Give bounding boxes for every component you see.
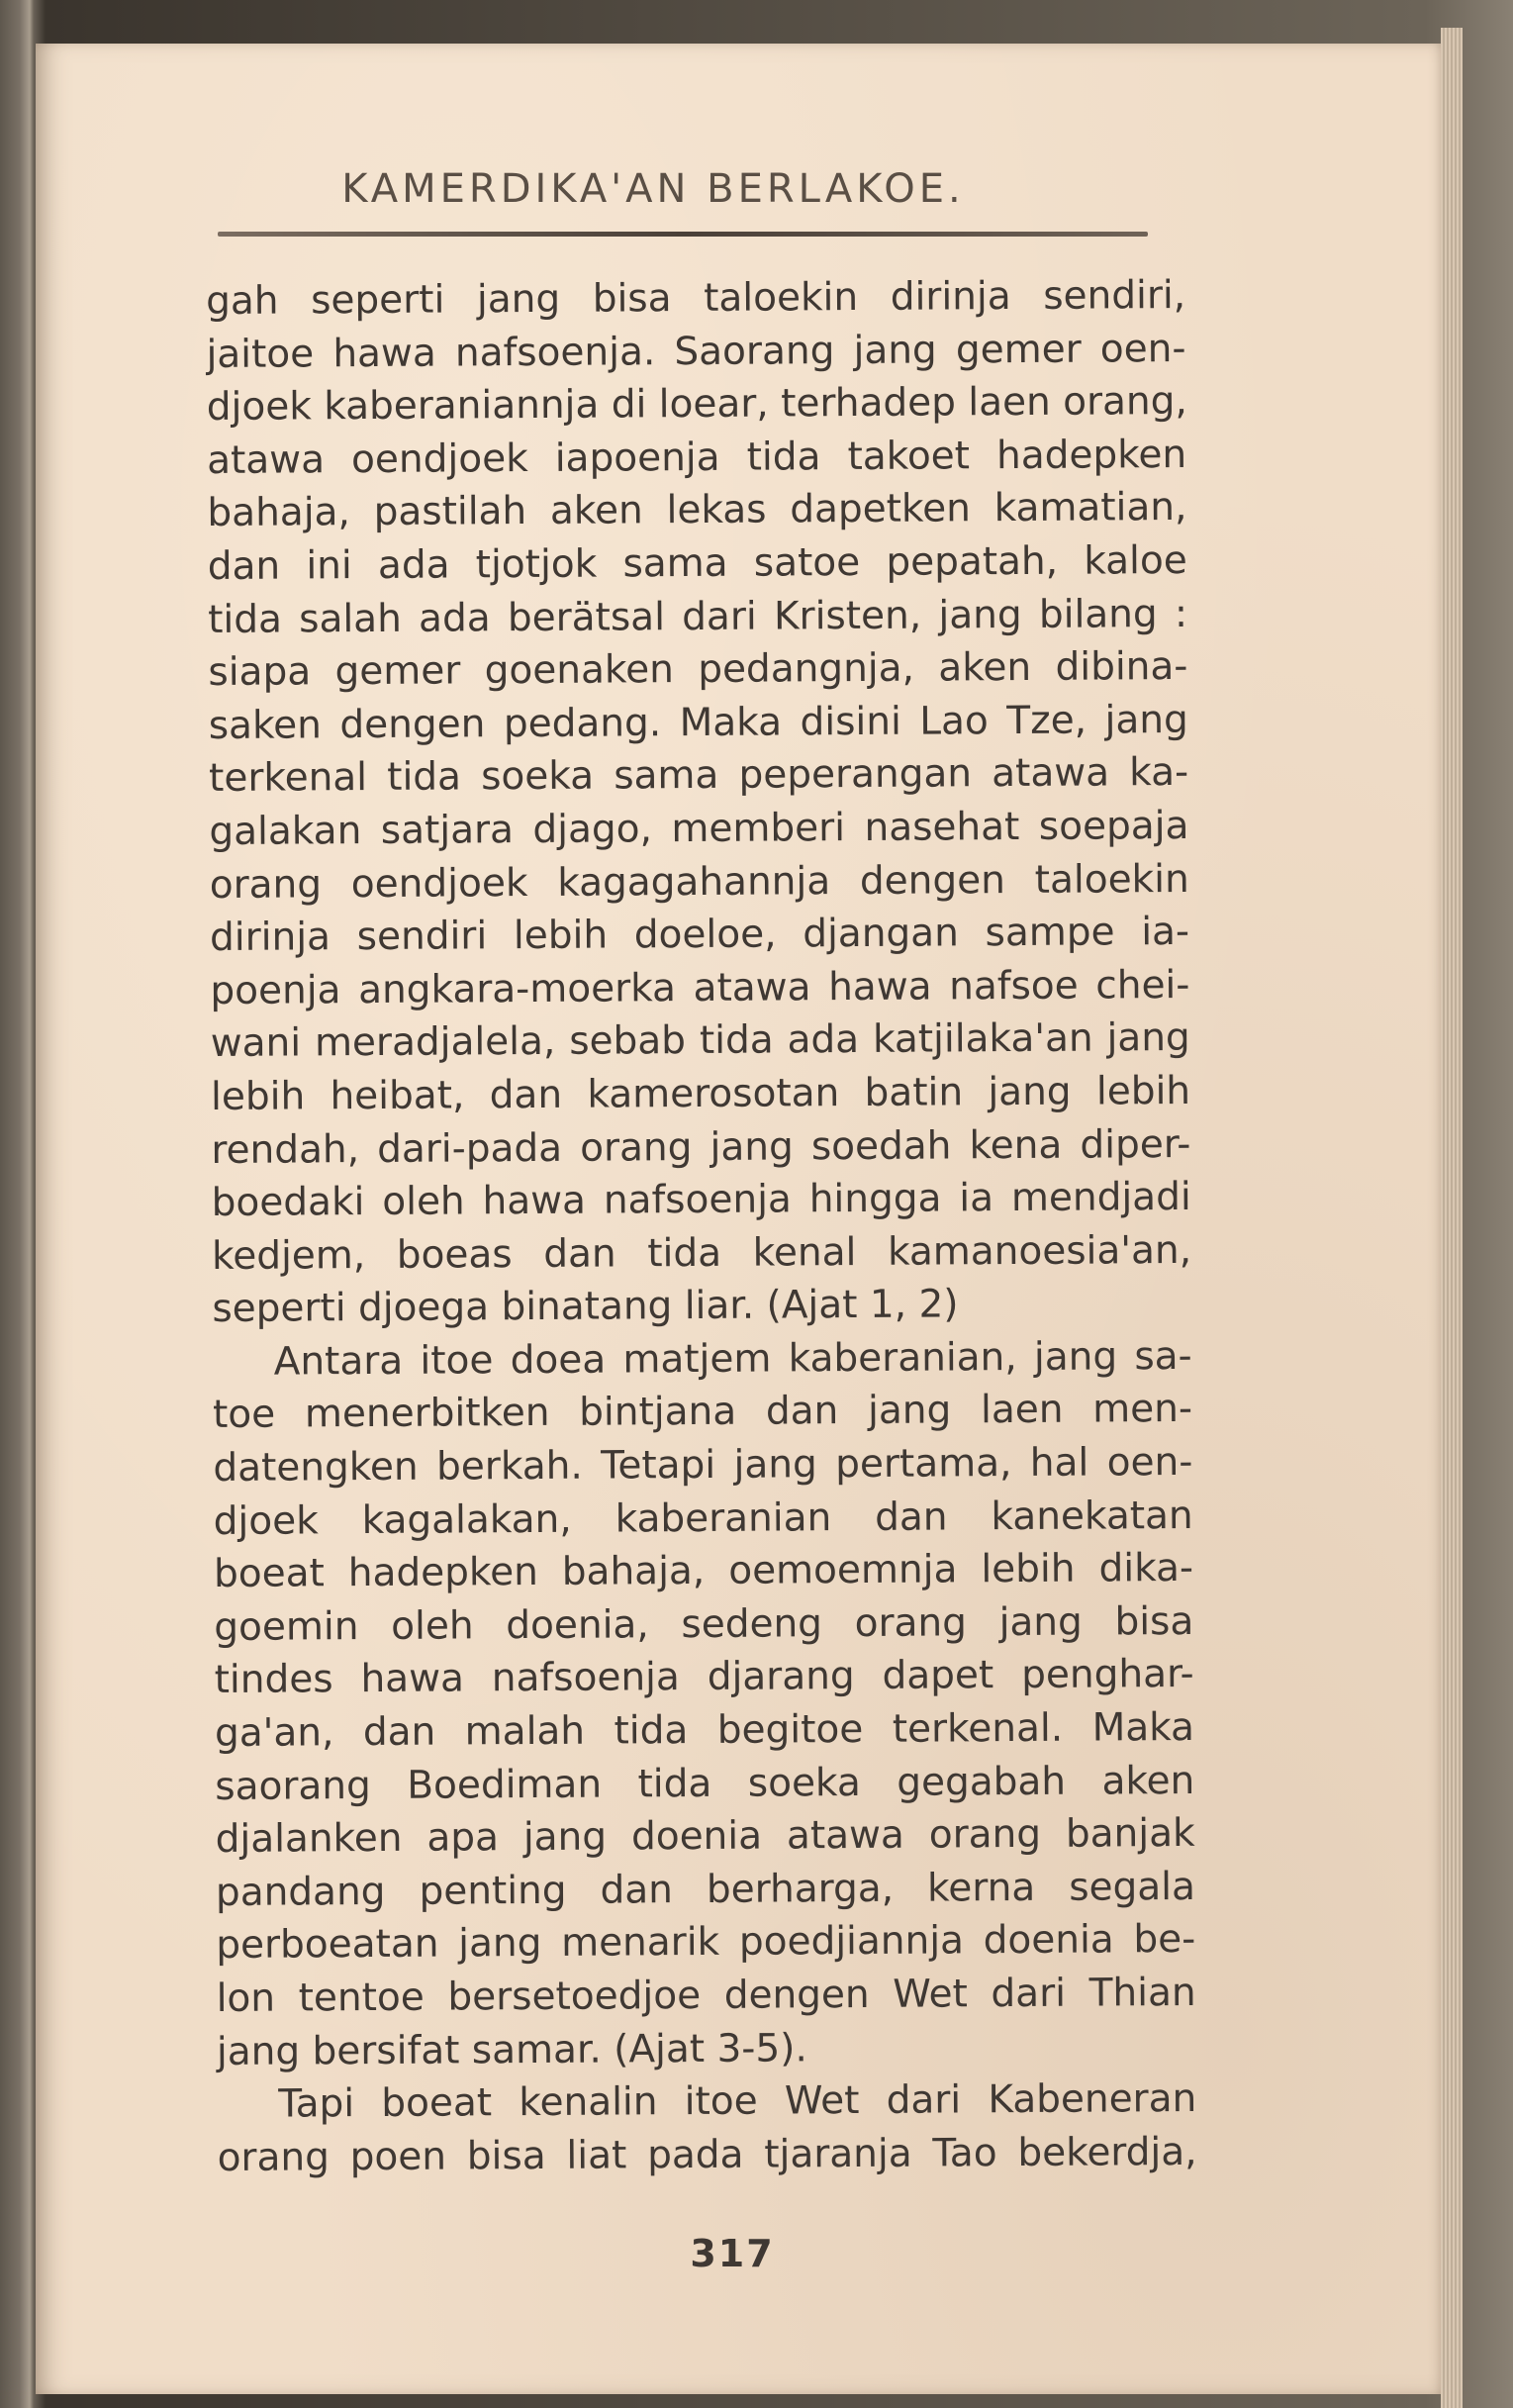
running-head bbox=[148, 109, 1158, 238]
text-line: dan ini ada tjotjok sama satoe pepatah, kaloe bbox=[207, 537, 1187, 589]
text-line: rendah, dari-pada orang jang soedah kena diper- bbox=[211, 1121, 1191, 1173]
text-line: dirinja sendiri lebih doeloe, djangan sampe ia- bbox=[209, 910, 1190, 961]
page-fore-edge bbox=[1441, 28, 1463, 2408]
text-line: galakan satjara djago, memberi nasehat soepaja bbox=[209, 803, 1189, 854]
text-line: lebih heibat, dan kamerosotan batin jang lebih bbox=[210, 1068, 1191, 1119]
text-line: saken dengen pedang. Maka disini Lao Tze, jang bbox=[208, 697, 1188, 748]
text-line: atawa oendjoek iapoenja tida takoet hadepken bbox=[207, 432, 1187, 483]
text-line: lon tentoe bersetoedjoe dengen Wet dari Thian bbox=[216, 1970, 1196, 2021]
text-line: djoek kagalakan, kaberanian dan kanekatan bbox=[213, 1493, 1193, 1544]
text-line: perboeatan jang menarik poedjiannja doenia be- bbox=[216, 1917, 1196, 1969]
text-line: jang bersifat samar. (Ajat 3-5). bbox=[216, 2025, 807, 2074]
text-line: siapa gemer goenaken pedangnja, aken dibina- bbox=[208, 644, 1188, 696]
text-line: terkenal tida soeka sama peperangan atawa ka- bbox=[208, 750, 1189, 802]
text-line: boeat hadepken bahaja, oemoemnja lebih dika- bbox=[213, 1546, 1194, 1597]
text-line: toe menerbitken bintjana dan jang laen men- bbox=[212, 1387, 1193, 1438]
page-number: 317 bbox=[690, 2232, 775, 2275]
text-line: seperti djoega binatang liar. (Ajat 1, 2) bbox=[212, 1282, 959, 1332]
text-line: poenja angkara-moerka atawa hawa nafsoe chei- bbox=[210, 962, 1190, 1013]
text-line: Tapi boeat kenalin itoe Wet dari Kabeneran bbox=[278, 2076, 1197, 2127]
text-line: pandang penting dan berharga, kerna segala bbox=[215, 1864, 1196, 1915]
text-line: orang oendjoek kagagahannja dengen taloekin bbox=[209, 856, 1189, 908]
text-line: djalanken apa jang doenia atawa orang banjak bbox=[215, 1811, 1195, 1863]
running-head-rule bbox=[218, 232, 1148, 237]
text-line: gah seperti jang bisa taloekin dirinja sendiri, bbox=[206, 272, 1186, 324]
running-head-title: KAMERDIKA'AN BERLAKOE. bbox=[341, 166, 965, 212]
text-line: wani meradjalela, sebab tida ada katjilaka'an jang bbox=[210, 1015, 1190, 1067]
text-line: boedaki oleh hawa nafsoenja hingga ia mendjadi bbox=[211, 1175, 1191, 1226]
text-line: bahaja, pastilah aken lekas dapetken kamatian, bbox=[207, 485, 1187, 536]
body-text bbox=[206, 269, 1197, 2184]
text-line: saorang Boediman tida soeka gegabah aken bbox=[215, 1758, 1195, 1809]
text-line: Antara itoe doea matjem kaberanian, jang sa- bbox=[273, 1333, 1192, 1385]
text-line: tindes hawa nafsoenja djarang dapet penghar- bbox=[214, 1652, 1194, 1703]
text-line: ga'an, dan malah tida begitoe terkenal. Maka bbox=[214, 1704, 1195, 1757]
text-line: tida salah ada berätsal dari Kristen, jang bilang : bbox=[207, 591, 1188, 642]
text-line: kedjem, boeas dan tida kenal kamanoesia'an, bbox=[211, 1227, 1192, 1279]
text-line: datengken berkah. Tetapi jang pertama, hal oen- bbox=[213, 1439, 1193, 1492]
text-line: orang poen bisa liat pada tjaranja Tao bekerdja, bbox=[217, 2129, 1197, 2180]
text-line: jaitoe hawa nafsoenja. Saorang jang gemer oen- bbox=[206, 326, 1186, 377]
text-line: djoek kaberaniannja di loear, terhadep laen orang, bbox=[206, 379, 1187, 431]
text-line: goemin oleh doenia, sedeng orang jang bisa bbox=[214, 1598, 1194, 1650]
